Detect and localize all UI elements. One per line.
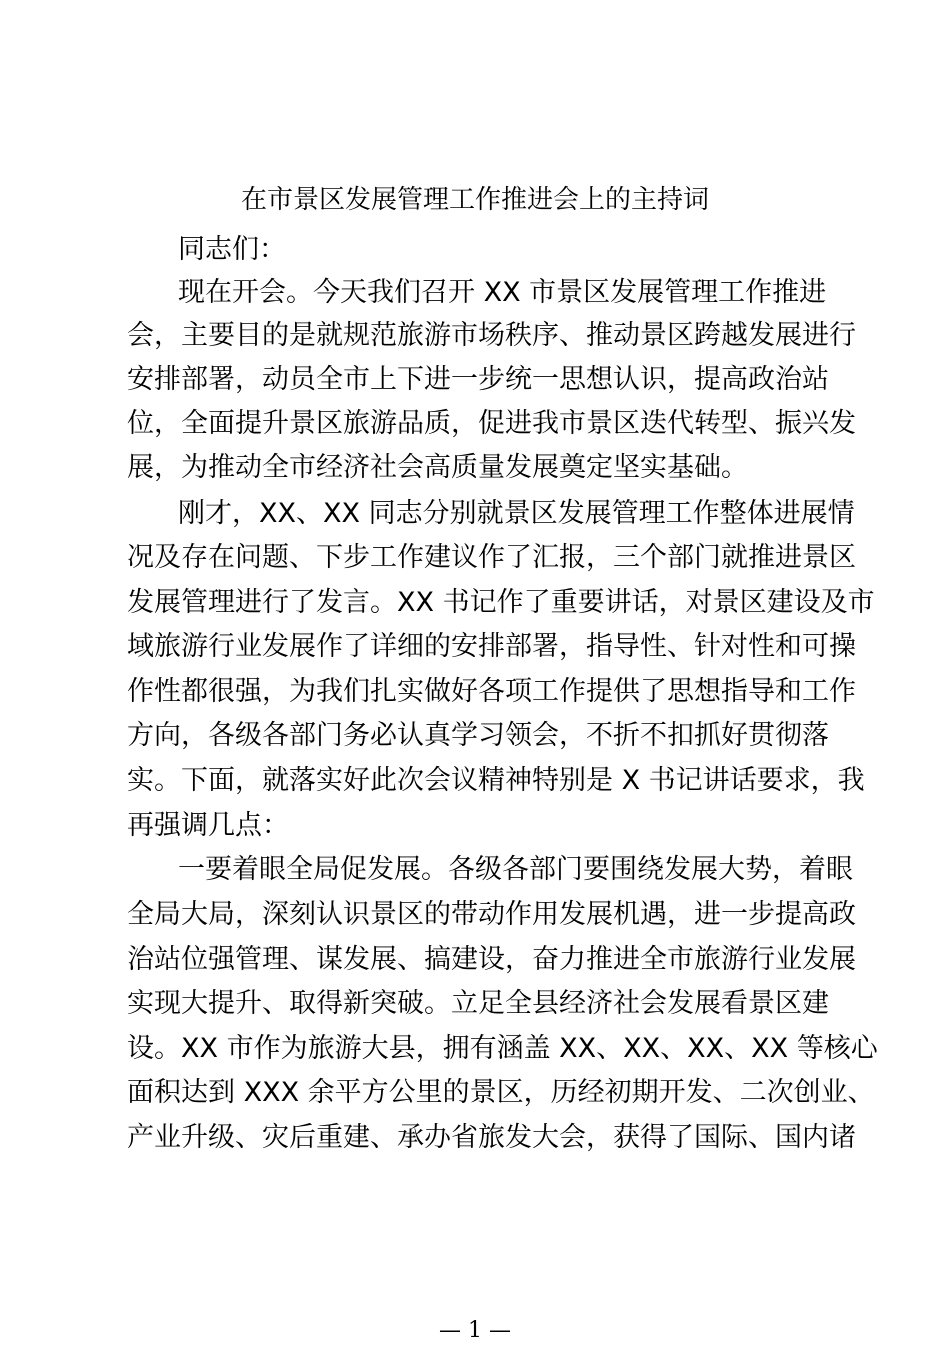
paragraph-line: 面积达到 XXX 余平方公里的景区，历经初期开发、二次创业、 xyxy=(127,1077,875,1108)
paragraph-line: 刚才，XX、XX 同志分别就景区发展管理工作整体进展情 xyxy=(178,498,855,529)
paragraph-line: 实。下面，就落实好此次会议精神特别是 X 书记讲话要求，我 xyxy=(127,765,865,796)
paragraph-line: 展，为推动全市经济社会高质量发展奠定坚实基础。 xyxy=(127,452,748,483)
paragraph-line: 作性都很强，为我们扎实做好各项工作提供了思想指导和工作 xyxy=(127,676,856,707)
paragraph-line: 域旅游行业发展作了详细的安排部署，指导性、针对性和可操 xyxy=(127,631,856,662)
paragraph-line: 况及存在问题、下步工作建议作了汇报，三个部门就推进景区 xyxy=(127,542,856,573)
paragraph-line: 全局大局，深刻认识景区的带动作用发展机遇，进一步提高政 xyxy=(127,899,856,930)
paragraph-line: 产业升级、灾后重建、承办省旅发大会，获得了国际、国内诸 xyxy=(127,1122,856,1153)
paragraph-line: 一要着眼全局促发展。各级各部门要围绕发展大势，着眼 xyxy=(178,854,853,885)
paragraph-line: 发展管理进行了发言。XX 书记作了重要讲话，对景区建设及市 xyxy=(127,587,875,618)
paragraph-line: 方向，各级各部门务必认真学习领会，不折不扣抓好贯彻落 xyxy=(127,720,829,751)
page-number: — 1 — xyxy=(439,1318,511,1343)
paragraph-line: 设。XX 市作为旅游大县，拥有涵盖 XX、XX、XX、XX 等核心 xyxy=(127,1033,878,1064)
paragraph-line: 安排部署，动员全市上下进一步统一思想认识，提高政治站 xyxy=(127,364,829,395)
document-title: 在市景区发展管理工作推进会上的主持词 xyxy=(240,185,709,215)
paragraph-line: 会，主要目的是就规范旅游市场秩序、推动景区跨越发展进行 xyxy=(127,320,856,351)
paragraph-line: 位，全面提升景区旅游品质，促进我市景区迭代转型、振兴发 xyxy=(127,408,856,439)
paragraph-line: 现在开会。今天我们召开 XX 市景区发展管理工作推进 xyxy=(178,277,827,308)
salutation: 同志们： xyxy=(178,234,286,265)
paragraph-line: 再强调几点： xyxy=(127,810,289,841)
paragraph-line: 实现大提升、取得新突破。立足全县经济社会发展看景区建 xyxy=(127,988,829,1019)
paragraph-line: 治站位强管理、谋发展、搞建设，奋力推进全市旅游行业发展 xyxy=(127,944,856,975)
